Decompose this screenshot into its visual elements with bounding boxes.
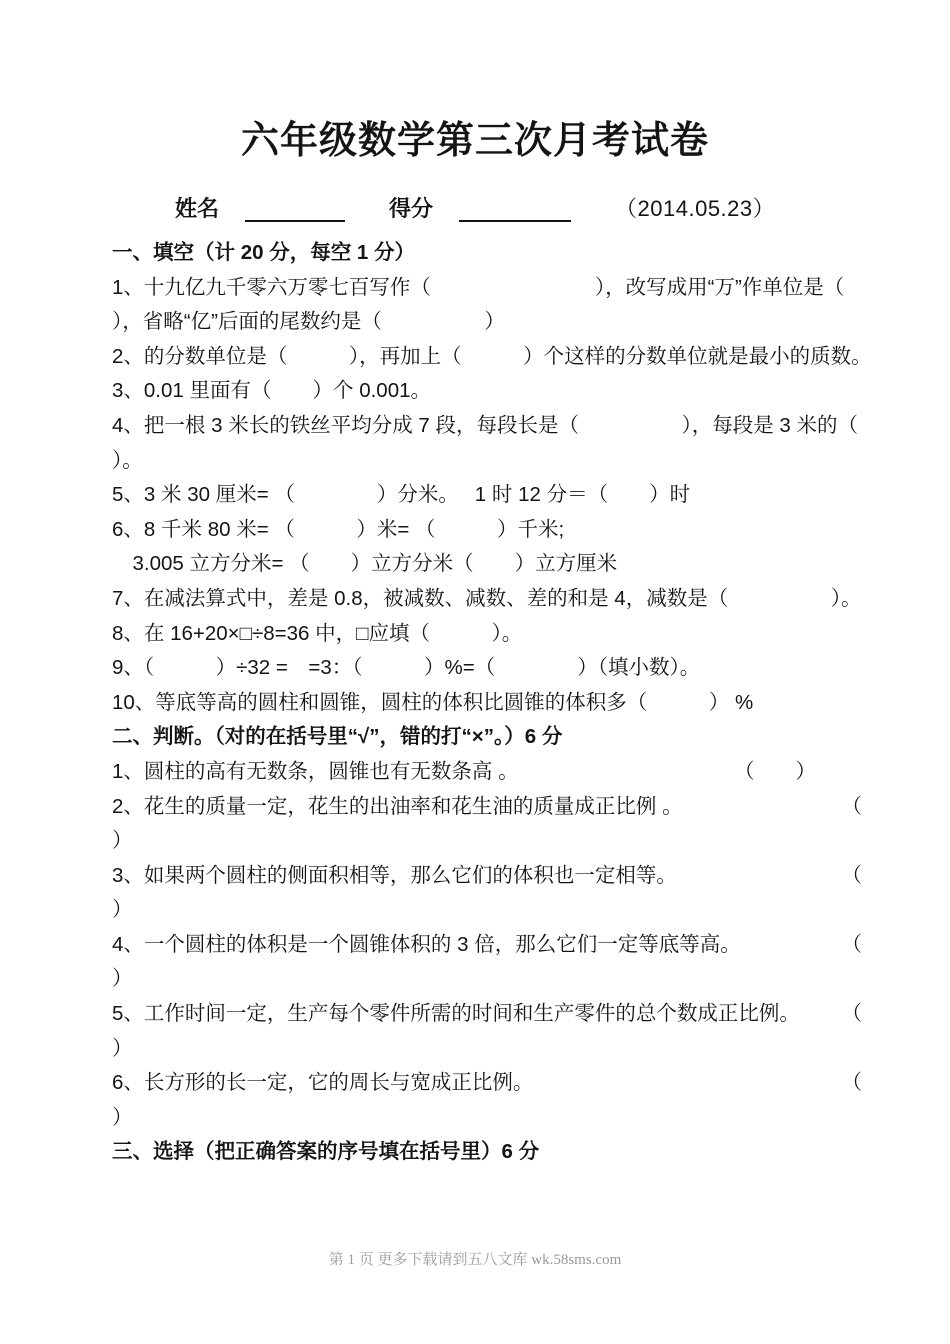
judge-question-text: 2、花生的质量一定，花生的出油率和花生油的质量成正比例 。 — [112, 794, 683, 818]
score-blank-line — [459, 198, 571, 222]
fill-question-line: 10、等底等高的圆柱和圆锥，圆柱的体积比圆锥的体积多（ ） % — [112, 690, 754, 714]
fill-question-line: 5、3 米 30 厘米= （ ）分米。 1 时 12 分＝（ ）时 — [112, 483, 691, 507]
score-label: 得分 — [389, 196, 434, 221]
fill-question-line: 7、在减法算式中，差是 0.8，被减数、减数、差的和是 4，减数是（ ）。 — [112, 586, 862, 610]
answer-bracket: （ ） — [734, 759, 816, 783]
judge-question-text: 6、长方形的长一定，它的周长与宽成正比例。 — [112, 1071, 534, 1095]
judge-question-line — [112, 790, 862, 825]
answer-bracket-close: ） — [112, 829, 133, 853]
judge-question-line — [112, 997, 862, 1032]
judge-question-text: 5、工作时间一定，生产每个零件所需的时间和生产零件的总个数成正比例。 — [112, 1002, 800, 1026]
answer-bracket-open: （ — [841, 932, 862, 956]
answer-bracket-close: ） — [112, 1105, 133, 1129]
judge-question-line — [112, 1066, 862, 1101]
section-choice-heading: 三、选择（把正确答案的序号填在括号里）6 分 — [112, 1140, 540, 1164]
fill-question-line: ）。 — [112, 448, 143, 472]
judge-question-line — [112, 928, 862, 963]
judge-question-text: 3、如果两个圆柱的侧面积相等，那么它们的体积也一定相等。 — [112, 863, 677, 887]
answer-bracket-close: ） — [112, 898, 133, 922]
fill-question-line: ），省略“亿”后面的尾数约是（ ） — [112, 310, 505, 334]
answer-bracket-close: ） — [112, 1036, 133, 1060]
answer-bracket-open: （ — [841, 1071, 862, 1095]
name-label: 姓名 — [175, 196, 220, 221]
judge-question-text: 1、圆柱的高有无数条，圆锥也有无数条高 。 — [112, 759, 519, 783]
answer-bracket-open: （ — [841, 863, 862, 887]
exam-body — [112, 236, 872, 1170]
fill-question-line: 3、0.01 里面有（ ）个 0.001。 — [112, 379, 431, 403]
page-title: 六年级数学第三次月考试卷 — [240, 120, 709, 162]
section-fill-heading: 一、填空（计 20 分，每空 1 分） — [112, 241, 415, 264]
exam-date: （2014.05.23） — [615, 196, 776, 221]
page-footer: 第 1 页 更多下载请到五八文库 wk.58sms.com — [328, 1252, 622, 1268]
fill-question-line: 4、把一根 3 米长的铁丝平均分成 7 段，每段长是（ ），每段是 3 米的（ — [112, 413, 859, 437]
fill-question-line: 3.005 立方分米= （ ）立方分米（ ）立方厘米 — [112, 552, 618, 576]
judge-question-line — [112, 755, 862, 790]
fill-question-line: 1、十九亿九千零六万零七百写作（ ），改写成用“万”作单位是（ — [112, 275, 845, 299]
name-blank-line — [245, 198, 345, 222]
answer-bracket-open: （ — [841, 794, 862, 818]
judge-question-text: 4、一个圆柱的体积是一个圆锥体积的 3 倍，那么它们一定等底等高。 — [112, 932, 741, 956]
judge-question-line — [112, 859, 862, 894]
fill-question-line: 8、在 16+20×□÷8=36 中，□应填（ ）。 — [112, 621, 523, 645]
fill-question-line: 9、（ ）÷32 = =3：（ ）%=（ ）（填小数）。 — [112, 656, 701, 680]
section-judge-heading: 二、判断。（对的在括号里“√”，错的打“×”。）6 分 — [112, 725, 563, 749]
name-score-row — [175, 190, 950, 224]
answer-bracket-open: （ — [841, 1002, 862, 1026]
fill-question-line: 6、8 千米 80 米= （ ）米= （ ）千米; — [112, 517, 565, 541]
answer-bracket-close: ） — [112, 967, 133, 991]
fill-question-line: 2、的分数单位是（ ），再加上（ ）个这样的分数单位就是最小的质数。 — [112, 344, 872, 368]
